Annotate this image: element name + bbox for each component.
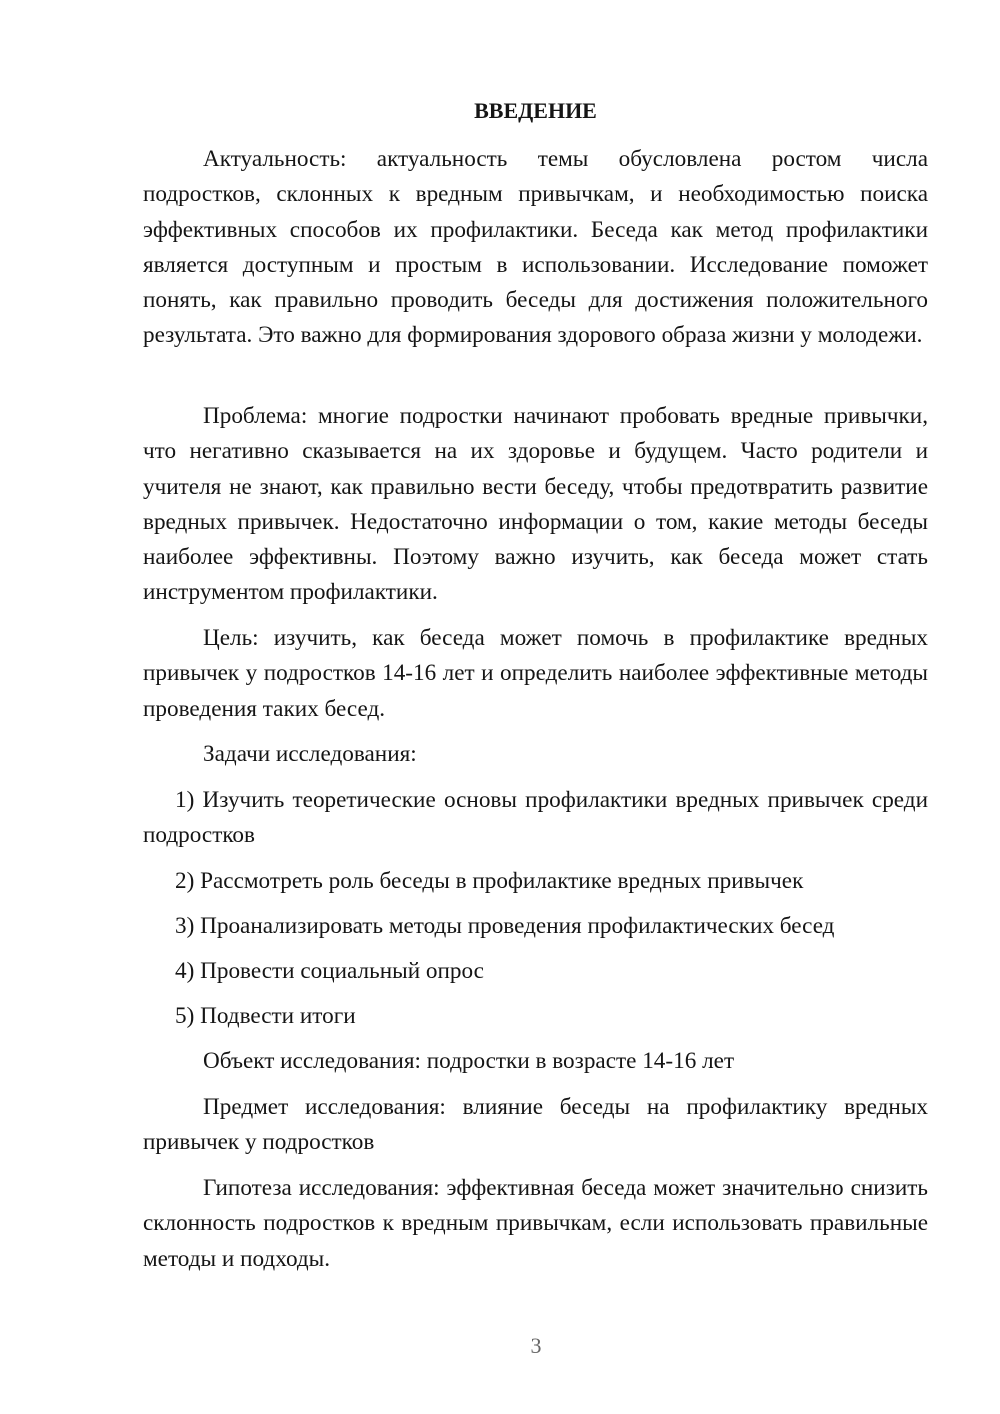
task-item-2: 2) Рассмотреть роль беседы в профилактике вредных привычек	[175, 868, 804, 894]
tasks-heading: Задачи исследования:	[203, 741, 417, 767]
page-number: 3	[530, 1333, 542, 1358]
paragraph-problem: Проблема: многие подростки начинают пробовать вредные привычки, что негативно сказывается на их здоровье и будущем. Часто родители и учителя не знают, как правильно вести беседу, чтобы предотвратить развитие вредных привычек. Недостаточно информации о том, какие методы беседы наиболее эффективны. Поэтому важно изучить, как беседа может стать инструментом профилактики.	[143, 403, 928, 606]
task-item-3: 3) Проанализировать методы проведения профилактических бесед	[175, 913, 835, 939]
paragraph-hypothesis: Гипотеза исследования: эффективная беседа может значительно снизить склонность подростков к вредным привычкам, если использовать правильные методы и подходы.	[143, 1175, 928, 1272]
paragraph-object: Объект исследования: подростки в возрасте 14-16 лет	[203, 1048, 735, 1074]
task-item-1: 1) Изучить теоретические основы профилактики вредных привычек среди подростков	[143, 787, 928, 849]
paragraph-relevance: Актуальность: актуальность темы обусловлена ростом числа подростков, склонных к вредным привычкам, и необходимостью поиска эффективных способов их профилактики. Беседа как метод профилактики является доступным и простым в использовании. Исследование поможет понять, как правильно проводить беседы для достижения положительного результата. Это важно для формирования здорового образа жизни у молодежи.	[143, 146, 928, 349]
paragraph-goal: Цель: изучить, как беседа может помочь в профилактике вредных привычек у подростков 14-16 лет и определить наиболее эффективные методы проведения таких бесед.	[143, 625, 928, 722]
task-item-4: 4) Провести социальный опрос	[175, 958, 484, 984]
task-item-5: 5) Подвести итоги	[175, 1003, 356, 1029]
page-title: ВВЕДЕНИЕ	[474, 98, 597, 123]
paragraph-subject: Предмет исследования: влияние беседы на профилактику вредных привычек у подростков	[143, 1094, 928, 1156]
